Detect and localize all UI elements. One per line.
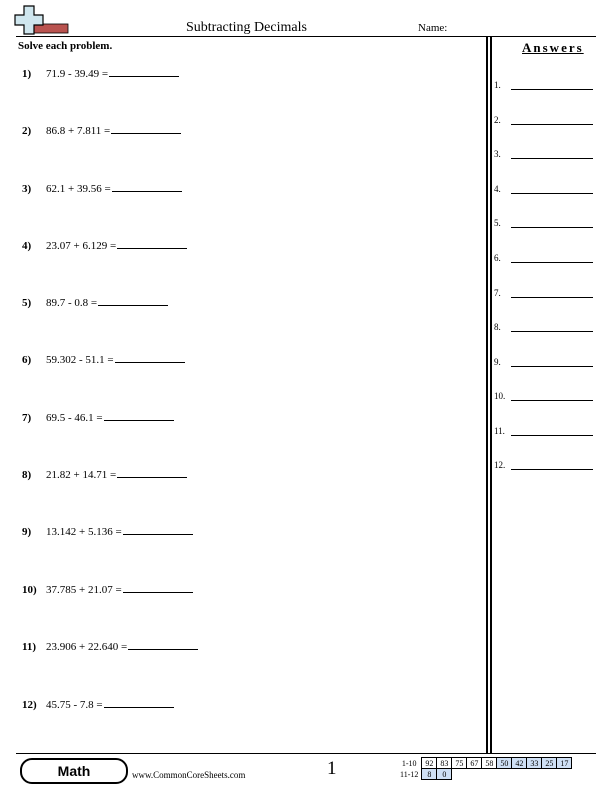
problem-expression: 21.82 + 14.71 = <box>46 469 117 481</box>
problem-expression: 13.142 + 5.136 = <box>46 526 122 538</box>
answer-number: 3. <box>494 149 501 159</box>
answer-column-divider-right <box>490 36 492 753</box>
score-cell: 83 <box>437 758 452 769</box>
answer-row <box>494 79 593 90</box>
answer-blank[interactable] <box>128 639 198 650</box>
answer-blank[interactable] <box>104 410 174 421</box>
problem-expression: 71.9 - 39.49 = <box>46 68 109 80</box>
answer-number: 9. <box>494 357 501 367</box>
answer-blank[interactable] <box>117 238 187 249</box>
answer-line[interactable] <box>511 252 593 263</box>
problem-expression: 23.906 + 22.640 = <box>46 641 128 653</box>
answer-row <box>494 183 593 194</box>
problem-item <box>22 697 174 711</box>
answer-row <box>494 114 593 125</box>
problem-number: 8) <box>22 469 32 481</box>
problem-item <box>22 123 181 137</box>
plus-logo-icon <box>14 4 74 38</box>
score-cell: 8 <box>422 769 437 780</box>
problem-expression: 45.75 - 7.8 = <box>46 699 103 711</box>
problem-number: 9) <box>22 526 32 538</box>
answer-line[interactable] <box>511 321 593 332</box>
answer-number: 4. <box>494 184 501 194</box>
problem-expression: 59.302 - 51.1 = <box>46 354 114 366</box>
answer-blank[interactable] <box>104 697 174 708</box>
problem-number: 1) <box>22 68 32 80</box>
problem-number: 2) <box>22 125 32 137</box>
answer-number: 8. <box>494 322 501 332</box>
problem-number: 7) <box>22 412 32 424</box>
score-row <box>398 758 572 769</box>
answer-row <box>494 287 593 298</box>
score-range-label: 1-10 <box>401 758 417 768</box>
problem-number: 3) <box>22 183 32 195</box>
problem-item <box>22 582 193 596</box>
header-divider <box>16 36 596 37</box>
problem-item <box>22 238 187 252</box>
answer-line[interactable] <box>511 390 593 401</box>
answer-line[interactable] <box>511 114 593 125</box>
score-cell: 0 <box>437 769 452 780</box>
answer-number: 12. <box>494 460 506 470</box>
website-link[interactable]: www.CommonCoreSheets.com <box>132 770 246 780</box>
problem-number: 11) <box>22 641 37 653</box>
answer-line[interactable] <box>511 425 593 436</box>
answer-row <box>494 390 593 401</box>
answer-line[interactable] <box>511 183 593 194</box>
answer-line[interactable] <box>511 79 593 90</box>
answer-blank[interactable] <box>115 352 185 363</box>
answer-line[interactable] <box>511 148 593 159</box>
instructions: Solve each problem. <box>18 40 113 52</box>
problem-item <box>22 181 182 195</box>
problem-expression: 89.7 - 0.8 = <box>46 297 98 309</box>
score-cell: 17 <box>557 758 572 769</box>
answer-row <box>494 252 593 263</box>
problem-item <box>22 467 187 481</box>
answer-blank[interactable] <box>112 181 182 192</box>
answer-row <box>494 425 593 436</box>
answer-number: 6. <box>494 253 501 263</box>
answer-number: 11. <box>494 426 505 436</box>
answers-heading: Answers <box>522 40 584 55</box>
page-title: Subtracting Decimals <box>186 20 307 35</box>
answer-row <box>494 459 593 470</box>
problem-item <box>22 295 168 309</box>
problem-item <box>22 524 193 538</box>
answer-number: 7. <box>494 288 501 298</box>
score-cell: 25 <box>542 758 557 769</box>
problem-expression: 23.07 + 6.129 = <box>46 240 117 252</box>
problem-number: 12) <box>22 699 37 711</box>
problem-item <box>22 410 174 424</box>
score-table <box>398 757 572 780</box>
problem-expression: 37.785 + 21.07 = <box>46 584 122 596</box>
answer-blank[interactable] <box>111 123 181 134</box>
score-range-label: 11-12 <box>400 769 419 779</box>
answer-row <box>494 148 593 159</box>
answer-blank[interactable] <box>109 66 179 77</box>
answer-number: 10. <box>494 391 506 401</box>
answer-number: 1. <box>494 80 501 90</box>
footer-divider <box>16 753 596 754</box>
problem-expression: 69.5 - 46.1 = <box>46 412 103 424</box>
answer-blank[interactable] <box>123 582 193 593</box>
name-label: Name: <box>418 22 448 34</box>
answer-row <box>494 356 593 367</box>
answer-line[interactable] <box>511 217 593 228</box>
answer-row <box>494 217 593 228</box>
score-cell: 42 <box>512 758 527 769</box>
answer-line[interactable] <box>511 356 593 367</box>
score-cell: 67 <box>467 758 482 769</box>
answer-number: 2. <box>494 115 501 125</box>
answer-blank[interactable] <box>123 524 193 535</box>
problem-number: 6) <box>22 354 32 366</box>
math-badge: Math <box>20 758 128 784</box>
score-cell: 50 <box>497 758 512 769</box>
answer-line[interactable] <box>511 287 593 298</box>
answer-row <box>494 321 593 332</box>
answer-number: 5. <box>494 218 501 228</box>
score-cell: 33 <box>527 758 542 769</box>
page-number: 1 <box>327 758 337 779</box>
problem-number: 5) <box>22 297 32 309</box>
problem-item <box>22 352 185 366</box>
score-cell: 92 <box>422 758 437 769</box>
score-cell: 75 <box>452 758 467 769</box>
problem-number: 4) <box>22 240 32 252</box>
score-cell: 58 <box>482 758 497 769</box>
problem-item <box>22 639 198 653</box>
answer-column-divider-left <box>486 36 488 753</box>
problem-expression: 62.1 + 39.56 = <box>46 183 111 195</box>
answer-line[interactable] <box>511 459 593 470</box>
problem-item <box>22 66 179 80</box>
answer-blank[interactable] <box>98 295 168 306</box>
answer-blank[interactable] <box>117 467 187 478</box>
problem-expression: 86.8 + 7.811 = <box>46 125 111 137</box>
problem-number: 10) <box>22 584 37 596</box>
score-row <box>398 769 572 780</box>
